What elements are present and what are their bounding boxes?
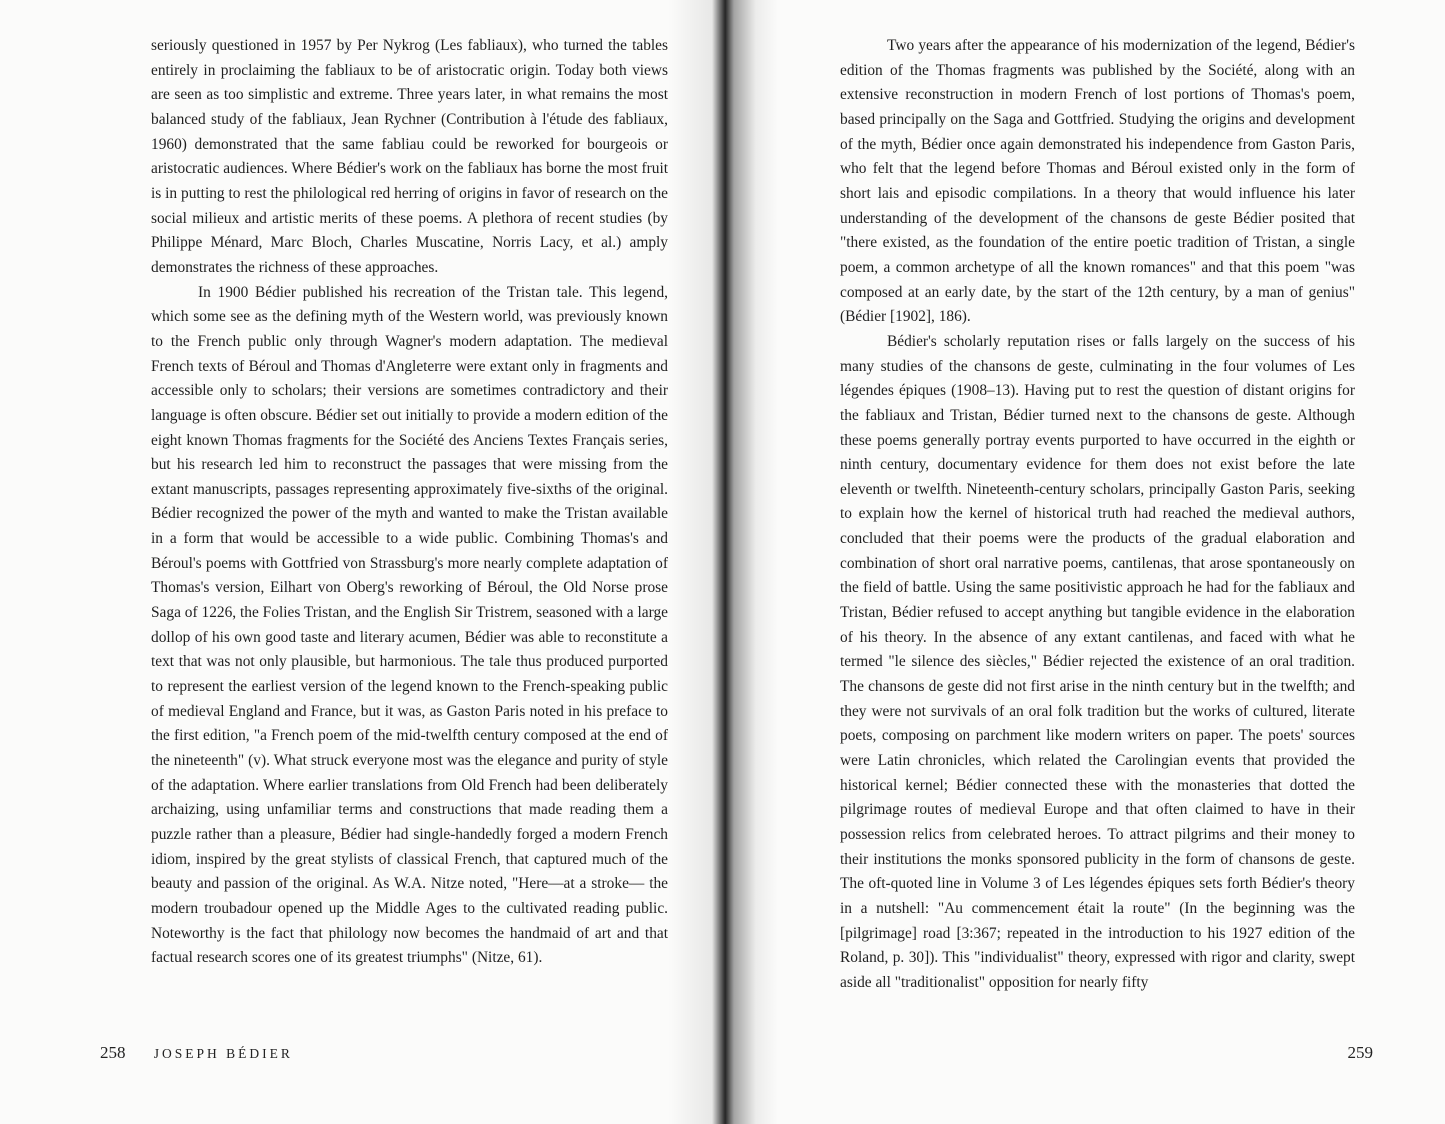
running-head: JOSEPH BÉDIER — [153, 1046, 293, 1061]
page-number: 259 — [1347, 1043, 1373, 1062]
right-page — [728, 0, 1445, 1124]
left-page-footer — [100, 1043, 293, 1063]
left-page-body — [151, 34, 668, 971]
paragraph: Bédier's scholarly reputation rises or falls largely on the success of his many studies of the chansons de geste, culminating in the four volumes of Les légendes épiques (1908–13). Having put to rest the question of distant origins for the fabliaux and Tristan, Bédier turned next to the chansons de geste. Although these poems generally portray events purported to have occurred in the eighth or ninth century, documentary evidence for them does not exist before the late eleventh or twelfth. Nineteenth-century scholars, principally Gaston Paris, seeking to explain how the kernel of historical truth had reached the medieval authors, concluded that their poems were the products of the gradual elaboration and combination of short oral narrative poems, cantilenas, that arose spontaneously on the field of battle. Using the same positivistic approach he had for the fabliaux and Tristan, Bédier refused to accept anything but tangible evidence in the elaboration of his theory. In the absence of any extant cantilenas, and faced with what he termed "le silence des siècles," Bédier rejected the existence of an oral tradition. The chansons de geste did not first arise in the ninth century but in the twelfth; and they were not survivals of an oral folk tradition but the works of cultured, literate poets, composing on parchment like modern writers on paper. The poets' sources were Latin chronicles, which related the Carolingian events that provided the historical kernel; Bédier connected these with the monasteries that dotted the pilgrimage routes of medieval Europe and that often claimed to have in their possession relics from celebrated heroes. To attract pilgrims and their money to their institutions the monks sponsored publicity in the form of chansons de geste. The oft-quoted line in Volume 3 of Les légendes épiques sets forth Bédier's theory in a nutshell: "Au commencement était la route" (In the beginning was the [pilgrimage] road [3:367; repeated in the introduction to his 1927 edition of the Roland, p. 30]). This "individualist" theory, expressed with rigor and clarity, swept aside all "traditionalist" opposition for nearly fifty — [840, 332, 1355, 991]
right-page-footer — [1348, 1043, 1374, 1063]
paragraph: seriously questioned in 1957 by Per Nykrog (Les fabliaux), who turned the tables entirely in proclaiming the fabliaux to be of aristocratic origin. Today both views are seen as too simplistic and extreme. Three years later, in what remains the most balanced study of the fabliaux, Jean Rychner (Contribution à l'étude des fabliaux, 1960) demonstrated that the same fabliau could be reworked for bourgeois or aristocratic audiences. Where Bédier's work on the fabliaux has borne the most fruit is in putting to rest the philological red herring of origins in favor of research on the social milieux and artistic merits of these poems. A plethora of recent studies (by Philippe Ménard, Marc Bloch, Charles Muscatine, Norris Lacy, et al.) amply demonstrates the richness of these approaches. — [151, 37, 668, 276]
paragraph: In 1900 Bédier published his recreation of the Tristan tale. This legend, which some see as the defining myth of the Western world, was previously known to the French public only through Wagner's modern adaptation. The medieval French texts of Béroul and Thomas d'Angleterre were extant only in fragments and accessible only to scholars; their versions are sometimes contradictory and their language is often obscure. Bédier set out initially to provide a modern edition of the eight known Thomas fragments for the Société des Anciens Textes Français series, but his research led him to reconstruct the passages that were missing from the extant manuscripts, passages representing approximately five-sixths of the original. Bédier recognized the power of the myth and wanted to make the Tristan available in a form that would be accessible to a wide public. Combining Thomas's and Béroul's poems with Gottfried von Strassburg's more nearly complete adaptation of Thomas's version, Eilhart von Oberg's reworking of Béroul, the Old Norse prose Saga of 1226, the Folies Tristan, and the English Sir Tristrem, seasoned with a large dollop of his own good taste and literary acumen, Bédier was able to reconstitute a text that was not only plausible, but harmonious. The tale thus produced purported to represent the earliest version of the legend known to the French-speaking public of medieval England and France, but it was, as Gaston Paris noted in his preface to the first edition, "a French poem of the mid-twelfth century composed at the end of the nineteenth" (v). What struck everyone most was the elegance and purity of style of the adaptation. Where earlier translations from Old French had been deliberately archaizing, using unfamiliar terms and constructions that made reading them a puzzle rather than a pleasure, Bédier had single-handedly forged a modern French idiom, inspired by the great stylists of classical French, that captured much of the beauty and passion of the original. As W.A. Nitze noted, "Here—at a stroke— the modern troubadour opened up the Middle Ages to the cultivated reading public. Noteworthy is the fact that philology now becomes the handmaid of art and that factual research scores one of its greatest triumphs" (Nitze, 61). — [151, 283, 668, 967]
right-page-body — [840, 34, 1355, 996]
paragraph: Two years after the appearance of his modernization of the legend, Bédier's edition of the Thomas fragments was published by the Société, along with an extensive reconstruction in modern French of lost portions of Thomas's poem, based principally on the Saga and Gottfried. Studying the origins and development of the myth, Bédier once again demonstrated his independence from Gaston Paris, who felt that the legend before Thomas and Béroul existed only in the form of short lais and episodic compilations. In a theory that would influence his later understanding of the development of the chansons de geste Bédier posited that "there existed, as the foundation of the entire poetic tradition of Tristan, a single poem, a common archetype of all the known romances" and that this poem "was composed at an early date, by the start of the 12th century, by a man of genius" (Bédier [1902], 186). — [840, 37, 1355, 326]
page-number: 258 — [100, 1043, 126, 1062]
